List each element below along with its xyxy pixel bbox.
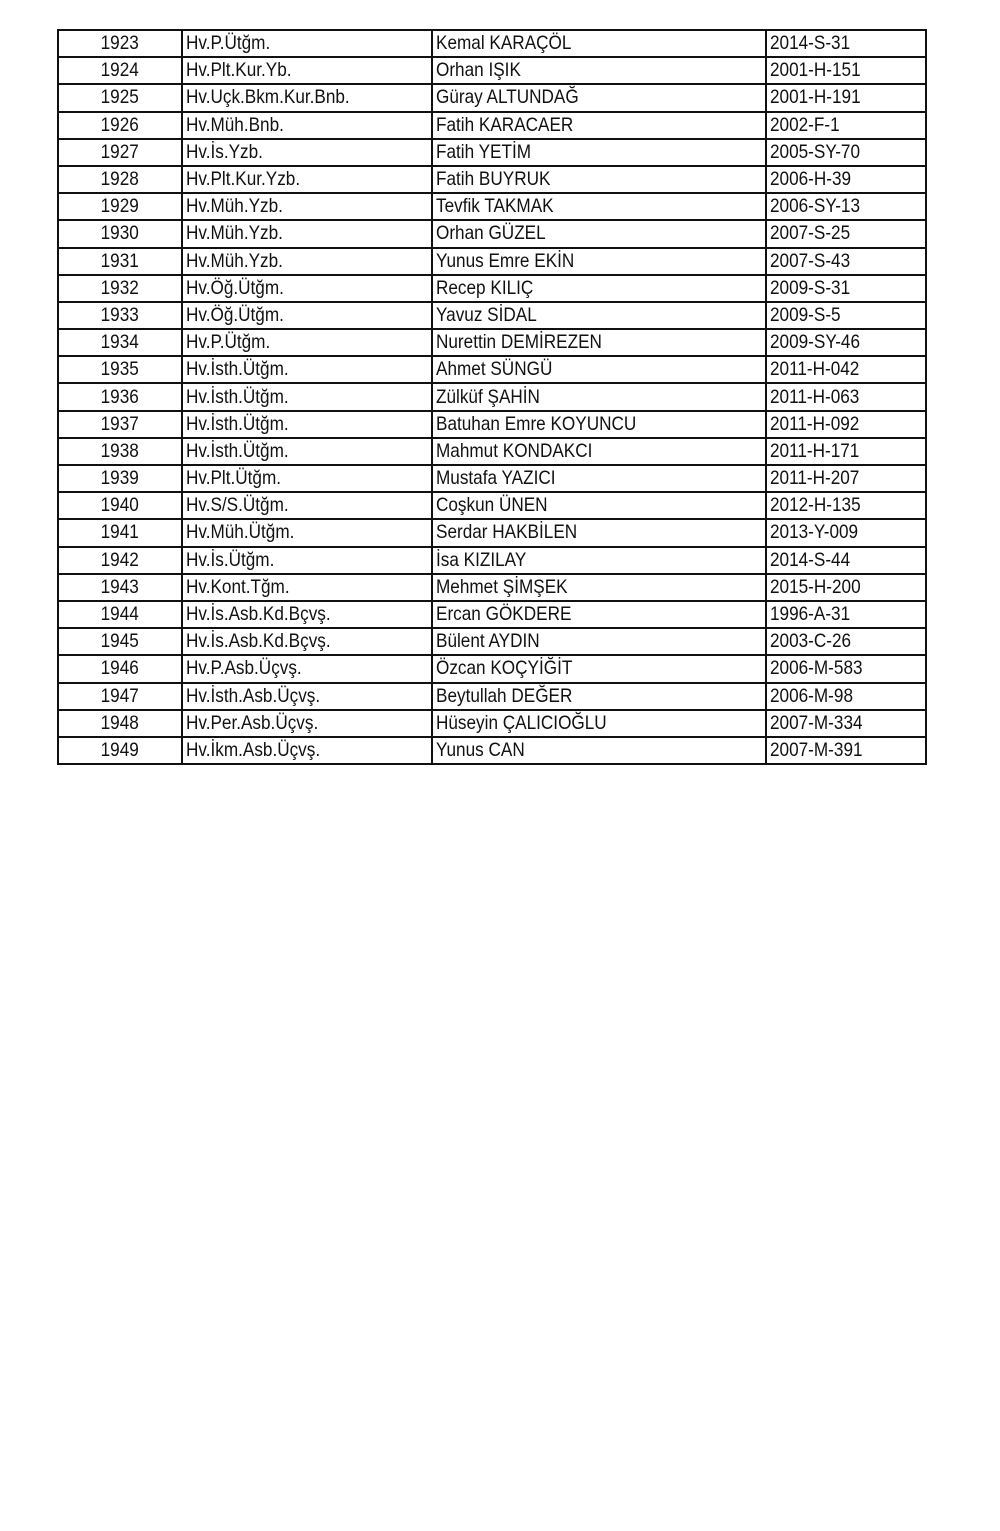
row-number-cell xyxy=(58,438,182,465)
rank-cell-text: Hv.P.Ütğm. xyxy=(186,32,271,55)
rank-cell xyxy=(182,356,432,383)
registry-number-cell xyxy=(766,438,926,465)
rank-cell-text: Hv.İsth.Asb.Üçvş. xyxy=(186,684,321,707)
registry-number-cell-text: 2014-S-44 xyxy=(770,548,851,571)
rank-cell-text: Hv.İsth.Ütğm. xyxy=(186,439,289,462)
row-number-cell-text: 1932 xyxy=(100,276,140,299)
registry-number-cell xyxy=(766,519,926,546)
rank-cell xyxy=(182,438,432,465)
row-number-cell xyxy=(58,737,182,764)
row-number-cell-text: 1944 xyxy=(100,603,140,626)
rank-cell-text: Hv.Müh.Yzb. xyxy=(186,195,283,218)
rank-cell xyxy=(182,601,432,628)
registry-number-cell-text: 2011-H-063 xyxy=(770,385,860,408)
person-name-cell-text: Bülent AYDIN xyxy=(436,630,540,653)
table-row xyxy=(58,302,926,329)
table-row xyxy=(58,30,926,57)
rank-cell xyxy=(182,193,432,220)
row-number-cell-text: 1930 xyxy=(100,222,140,245)
person-name-cell-text: Yunus CAN xyxy=(436,738,525,761)
table-row xyxy=(58,275,926,302)
person-name-cell xyxy=(432,383,766,410)
person-name-cell-text: Ercan GÖKDERE xyxy=(436,603,572,626)
person-name-cell xyxy=(432,356,766,383)
registry-number-cell xyxy=(766,30,926,57)
rank-cell-text: Hv.Öğ.Ütğm. xyxy=(186,276,284,299)
row-number-cell xyxy=(58,383,182,410)
row-number-cell-text: 1928 xyxy=(100,168,140,191)
row-number-cell-text: 1939 xyxy=(100,467,140,490)
row-number-cell xyxy=(58,601,182,628)
person-name-cell xyxy=(432,193,766,220)
row-number-cell-text: 1927 xyxy=(100,140,140,163)
person-name-cell-text: Recep KILIÇ xyxy=(436,276,534,299)
rank-cell-text: Hv.Per.Asb.Üçvş. xyxy=(186,711,319,734)
person-name-cell-text: Orhan IŞIK xyxy=(436,59,521,82)
table-row xyxy=(58,57,926,84)
row-number-cell xyxy=(58,112,182,139)
person-name-cell-text: Mahmut KONDAKCI xyxy=(436,439,593,462)
registry-number-cell xyxy=(766,193,926,220)
person-name-cell-text: Beytullah DEĞER xyxy=(436,684,573,707)
row-number-cell-text: 1940 xyxy=(100,494,140,517)
person-name-cell xyxy=(432,275,766,302)
table-row xyxy=(58,519,926,546)
table-row xyxy=(58,84,926,111)
registry-number-cell xyxy=(766,329,926,356)
row-number-cell-text: 1931 xyxy=(100,249,140,272)
row-number-cell-text: 1926 xyxy=(100,113,140,136)
person-name-cell-text: Fatih BUYRUK xyxy=(436,168,551,191)
row-number-cell xyxy=(58,411,182,438)
table-row xyxy=(58,411,926,438)
person-name-cell xyxy=(432,438,766,465)
rank-cell xyxy=(182,220,432,247)
row-number-cell xyxy=(58,628,182,655)
registry-number-cell xyxy=(766,547,926,574)
person-name-cell xyxy=(432,710,766,737)
rank-cell-text: Hv.İs.Yzb. xyxy=(186,140,263,163)
rank-cell xyxy=(182,302,432,329)
person-name-cell xyxy=(432,112,766,139)
rank-cell-text: Hv.İs.Asb.Kd.Bçvş. xyxy=(186,603,331,626)
row-number-cell xyxy=(58,683,182,710)
person-name-cell xyxy=(432,139,766,166)
rank-cell xyxy=(182,248,432,275)
person-name-cell xyxy=(432,411,766,438)
row-number-cell xyxy=(58,519,182,546)
rank-cell xyxy=(182,492,432,519)
rank-cell-text: Hv.Müh.Yzb. xyxy=(186,222,283,245)
row-number-cell xyxy=(58,220,182,247)
table-row xyxy=(58,574,926,601)
row-number-cell xyxy=(58,193,182,220)
person-name-cell-text: Özcan KOÇYİĞİT xyxy=(436,657,573,680)
rank-cell-text: Hv.İkm.Asb.Üçvş. xyxy=(186,738,321,761)
registry-number-cell-text: 2006-SY-13 xyxy=(770,195,861,218)
registry-number-cell xyxy=(766,574,926,601)
registry-number-cell xyxy=(766,710,926,737)
table-row xyxy=(58,356,926,383)
person-name-cell-text: Yavuz SİDAL xyxy=(436,303,537,326)
registry-number-cell xyxy=(766,655,926,682)
rank-cell-text: Hv.İsth.Ütğm. xyxy=(186,385,289,408)
registry-number-cell xyxy=(766,492,926,519)
person-name-cell-text: Fatih YETİM xyxy=(436,140,532,163)
row-number-cell xyxy=(58,84,182,111)
rank-cell-text: Hv.Müh.Yzb. xyxy=(186,249,283,272)
rank-cell-text: Hv.P.Asb.Üçvş. xyxy=(186,657,302,680)
registry-number-cell xyxy=(766,84,926,111)
person-name-cell xyxy=(432,248,766,275)
person-name-cell xyxy=(432,492,766,519)
table-row xyxy=(58,655,926,682)
row-number-cell xyxy=(58,547,182,574)
person-name-cell-text: Orhan GÜZEL xyxy=(436,222,546,245)
row-number-cell xyxy=(58,275,182,302)
registry-number-cell xyxy=(766,166,926,193)
registry-number-cell-text: 2009-S-31 xyxy=(770,276,851,299)
registry-number-cell-text: 2005-SY-70 xyxy=(770,140,861,163)
table-row xyxy=(58,112,926,139)
row-number-cell-text: 1942 xyxy=(100,548,140,571)
registry-number-cell-text: 2011-H-207 xyxy=(770,467,860,490)
person-name-cell-text: Ahmet SÜNGÜ xyxy=(436,358,553,381)
person-name-cell xyxy=(432,220,766,247)
row-number-cell-text: 1933 xyxy=(100,303,140,326)
rank-cell xyxy=(182,57,432,84)
row-number-cell xyxy=(58,248,182,275)
row-number-cell-text: 1923 xyxy=(100,32,140,55)
registry-number-cell xyxy=(766,465,926,492)
row-number-cell-text: 1925 xyxy=(100,86,140,109)
row-number-cell xyxy=(58,329,182,356)
registry-number-cell-text: 1996-A-31 xyxy=(770,603,851,626)
table-row xyxy=(58,220,926,247)
person-name-cell-text: Coşkun ÜNEN xyxy=(436,494,548,517)
table-row xyxy=(58,248,926,275)
person-name-cell xyxy=(432,655,766,682)
rank-cell xyxy=(182,30,432,57)
registry-number-cell-text: 2001-H-191 xyxy=(770,86,861,109)
table-row xyxy=(58,547,926,574)
row-number-cell-text: 1935 xyxy=(100,358,140,381)
person-name-cell-text: İsa KIZILAY xyxy=(436,548,527,571)
person-name-cell xyxy=(432,57,766,84)
row-number-cell-text: 1936 xyxy=(100,385,140,408)
registry-number-cell-text: 2012-H-135 xyxy=(770,494,861,517)
registry-number-cell-text: 2007-S-43 xyxy=(770,249,851,272)
registry-number-cell xyxy=(766,411,926,438)
person-name-cell-text: Batuhan Emre KOYUNCU xyxy=(436,412,637,435)
row-number-cell xyxy=(58,30,182,57)
person-name-cell-text: Kemal KARAÇÖL xyxy=(436,32,572,55)
row-number-cell xyxy=(58,710,182,737)
person-name-cell-text: Fatih KARACAER xyxy=(436,113,574,136)
table-row xyxy=(58,492,926,519)
rank-cell-text: Hv.İsth.Ütğm. xyxy=(186,358,289,381)
row-number-cell xyxy=(58,655,182,682)
row-number-cell xyxy=(58,492,182,519)
rank-cell-text: Hv.İs.Ütğm. xyxy=(186,548,275,571)
registry-number-cell-text: 2011-H-171 xyxy=(770,439,860,462)
registry-number-cell xyxy=(766,683,926,710)
registry-number-cell-text: 2001-H-151 xyxy=(770,59,861,82)
registry-number-cell xyxy=(766,737,926,764)
rank-cell-text: Hv.Plt.Kur.Yb. xyxy=(186,59,292,82)
registry-number-cell xyxy=(766,57,926,84)
table-row xyxy=(58,438,926,465)
row-number-cell-text: 1945 xyxy=(100,630,140,653)
person-name-cell xyxy=(432,30,766,57)
registry-number-cell xyxy=(766,383,926,410)
row-number-cell xyxy=(58,166,182,193)
row-number-cell xyxy=(58,465,182,492)
rank-cell-text: Hv.S/S.Ütğm. xyxy=(186,494,289,517)
row-number-cell-text: 1924 xyxy=(100,59,140,82)
rank-cell-text: Hv.İsth.Ütğm. xyxy=(186,412,289,435)
person-name-cell xyxy=(432,547,766,574)
row-number-cell-text: 1929 xyxy=(100,195,140,218)
registry-number-cell-text: 2011-H-092 xyxy=(770,412,860,435)
rank-cell xyxy=(182,139,432,166)
personnel-table-body xyxy=(58,30,926,764)
person-name-cell-text: Tevfik TAKMAK xyxy=(436,195,554,218)
row-number-cell-text: 1949 xyxy=(100,738,140,761)
rank-cell xyxy=(182,465,432,492)
rank-cell xyxy=(182,519,432,546)
registry-number-cell xyxy=(766,275,926,302)
table-row xyxy=(58,628,926,655)
registry-number-cell-text: 2007-M-391 xyxy=(770,738,863,761)
person-name-cell xyxy=(432,329,766,356)
person-name-cell xyxy=(432,628,766,655)
registry-number-cell xyxy=(766,601,926,628)
rank-cell xyxy=(182,574,432,601)
row-number-cell-text: 1938 xyxy=(100,439,140,462)
row-number-cell-text: 1943 xyxy=(100,575,140,598)
rank-cell xyxy=(182,166,432,193)
table-row xyxy=(58,193,926,220)
table-row xyxy=(58,383,926,410)
person-name-cell xyxy=(432,302,766,329)
person-name-cell xyxy=(432,465,766,492)
registry-number-cell xyxy=(766,220,926,247)
rank-cell-text: Hv.Plt.Ütğm. xyxy=(186,467,282,490)
personnel-table xyxy=(57,29,927,765)
rank-cell-text: Hv.İs.Asb.Kd.Bçvş. xyxy=(186,630,331,653)
rank-cell xyxy=(182,655,432,682)
row-number-cell-text: 1947 xyxy=(100,684,140,707)
rank-cell xyxy=(182,710,432,737)
registry-number-cell-text: 2007-S-25 xyxy=(770,222,851,245)
rank-cell xyxy=(182,275,432,302)
person-name-cell-text: Mustafa YAZICI xyxy=(436,467,556,490)
row-number-cell-text: 1946 xyxy=(100,657,140,680)
person-name-cell xyxy=(432,737,766,764)
person-name-cell xyxy=(432,601,766,628)
table-row xyxy=(58,601,926,628)
person-name-cell-text: Zülküf ŞAHİN xyxy=(436,385,540,408)
table-row xyxy=(58,737,926,764)
row-number-cell-text: 1937 xyxy=(100,412,140,435)
rank-cell xyxy=(182,112,432,139)
person-name-cell xyxy=(432,683,766,710)
registry-number-cell-text: 2014-S-31 xyxy=(770,32,851,55)
person-name-cell-text: Yunus Emre EKİN xyxy=(436,249,575,272)
rank-cell xyxy=(182,329,432,356)
table-row xyxy=(58,710,926,737)
table-row xyxy=(58,329,926,356)
registry-number-cell-text: 2009-SY-46 xyxy=(770,331,861,354)
registry-number-cell-text: 2003-C-26 xyxy=(770,630,852,653)
rank-cell-text: Hv.Müh.Ütğm. xyxy=(186,521,295,544)
table-row xyxy=(58,166,926,193)
rank-cell xyxy=(182,84,432,111)
row-number-cell-text: 1934 xyxy=(100,331,140,354)
rank-cell xyxy=(182,628,432,655)
row-number-cell xyxy=(58,356,182,383)
rank-cell-text: Hv.Uçk.Bkm.Kur.Bnb. xyxy=(186,86,350,109)
rank-cell-text: Hv.Plt.Kur.Yzb. xyxy=(186,168,301,191)
registry-number-cell-text: 2007-M-334 xyxy=(770,711,863,734)
registry-number-cell xyxy=(766,628,926,655)
registry-number-cell-text: 2011-H-042 xyxy=(770,358,860,381)
row-number-cell xyxy=(58,302,182,329)
registry-number-cell xyxy=(766,248,926,275)
rank-cell-text: Hv.P.Ütğm. xyxy=(186,331,271,354)
registry-number-cell-text: 2009-S-5 xyxy=(770,303,841,326)
registry-number-cell-text: 2006-M-583 xyxy=(770,657,863,680)
rank-cell-text: Hv.Müh.Bnb. xyxy=(186,113,284,136)
person-name-cell-text: Serdar HAKBİLEN xyxy=(436,521,578,544)
person-name-cell-text: Hüseyin ÇALICIOĞLU xyxy=(436,711,607,734)
registry-number-cell-text: 2013-Y-009 xyxy=(770,521,859,544)
row-number-cell xyxy=(58,139,182,166)
rank-cell xyxy=(182,737,432,764)
person-name-cell xyxy=(432,166,766,193)
person-name-cell-text: Güray ALTUNDAĞ xyxy=(436,86,579,109)
person-name-cell xyxy=(432,574,766,601)
registry-number-cell-text: 2015-H-200 xyxy=(770,575,861,598)
registry-number-cell-text: 2006-M-98 xyxy=(770,684,853,707)
person-name-cell xyxy=(432,84,766,111)
rank-cell xyxy=(182,411,432,438)
row-number-cell xyxy=(58,574,182,601)
person-name-cell-text: Mehmet ŞİMŞEK xyxy=(436,575,568,598)
rank-cell-text: Hv.Öğ.Ütğm. xyxy=(186,303,284,326)
table-row xyxy=(58,465,926,492)
row-number-cell-text: 1948 xyxy=(100,711,140,734)
rank-cell xyxy=(182,383,432,410)
registry-number-cell-text: 2006-H-39 xyxy=(770,168,852,191)
rank-cell xyxy=(182,683,432,710)
registry-number-cell xyxy=(766,302,926,329)
registry-number-cell-text: 2002-F-1 xyxy=(770,113,840,136)
table-row xyxy=(58,139,926,166)
registry-number-cell xyxy=(766,112,926,139)
rank-cell-text: Hv.Kont.Tğm. xyxy=(186,575,290,598)
person-name-cell-text: Nurettin DEMİREZEN xyxy=(436,331,602,354)
person-name-cell xyxy=(432,519,766,546)
rank-cell xyxy=(182,547,432,574)
row-number-cell-text: 1941 xyxy=(100,521,140,544)
table-row xyxy=(58,683,926,710)
registry-number-cell xyxy=(766,139,926,166)
row-number-cell xyxy=(58,57,182,84)
registry-number-cell xyxy=(766,356,926,383)
